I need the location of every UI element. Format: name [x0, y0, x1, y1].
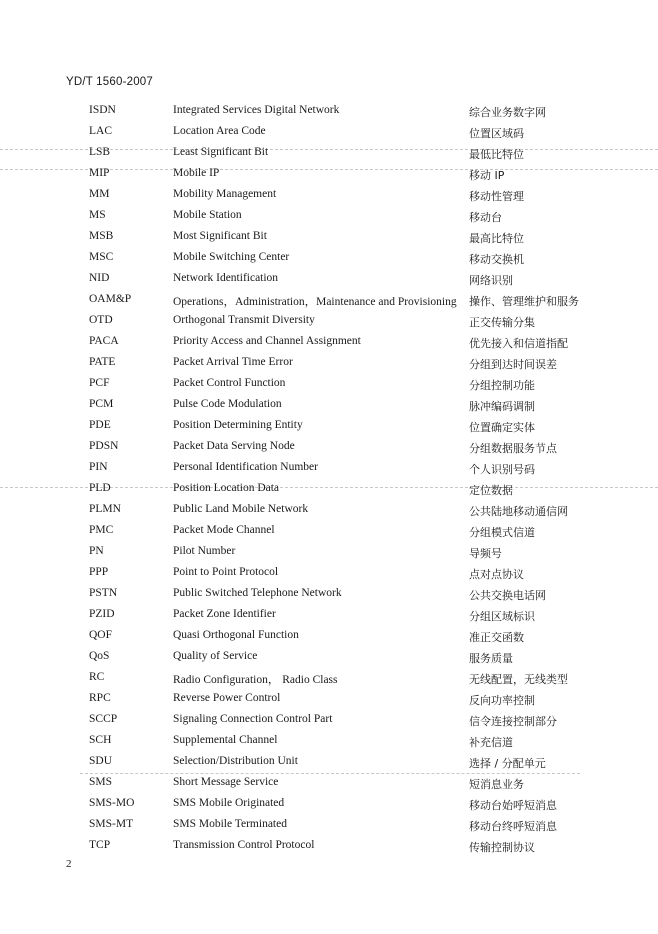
chinese-term: 最高比特位	[469, 232, 524, 245]
chinese-term: 无线配置，无线类型	[469, 673, 568, 686]
chinese-term: 短消息业务	[469, 778, 524, 791]
english-term: Most Significant Bit	[173, 230, 267, 242]
chinese-term: 网络识别	[469, 274, 513, 287]
chinese-term: 移动台始呼短消息	[469, 799, 557, 812]
table-row	[0, 731, 658, 752]
english-term: Quality of Service	[173, 650, 258, 662]
chinese-term: 服务质量	[469, 652, 513, 665]
abbreviation: QoS	[89, 650, 110, 662]
abbreviation: PCF	[89, 377, 110, 389]
table-row	[0, 563, 658, 584]
english-term: Personal Identification Number	[173, 461, 318, 473]
abbreviation: OTD	[89, 314, 113, 326]
table-row	[0, 227, 658, 248]
chinese-term: 移动交换机	[469, 253, 524, 266]
abbreviation: PSTN	[89, 587, 118, 599]
abbreviation: LSB	[89, 146, 111, 158]
chinese-term: 综合业务数字网	[469, 106, 546, 119]
english-term: Supplemental Channel	[173, 734, 278, 746]
chinese-term: 个人识别号码	[469, 463, 535, 476]
table-row	[0, 668, 658, 689]
chinese-term: 分组模式信道	[469, 526, 535, 539]
chinese-term: 导频号	[469, 547, 502, 560]
english-term: Orthogonal Transmit Diversity	[173, 314, 315, 326]
abbreviation: SMS	[89, 776, 113, 788]
chinese-term: 公共陆地移动通信网	[469, 505, 568, 518]
english-term: Mobile Switching Center	[173, 251, 290, 263]
english-term: Mobility Management	[173, 188, 277, 200]
abbreviation: NID	[89, 272, 110, 284]
abbreviation: PIN	[89, 461, 108, 473]
english-term: Transmission Control Protocol	[173, 839, 315, 851]
abbreviation: SCCP	[89, 713, 118, 725]
english-term: Position Location Data	[173, 482, 280, 494]
abbreviation: PDE	[89, 419, 111, 431]
abbreviation: PLMN	[89, 503, 121, 515]
english-term: Reverse Power Control	[173, 692, 281, 704]
table-row	[0, 605, 658, 626]
table-row	[0, 395, 658, 416]
table-row	[0, 458, 658, 479]
chinese-term: 脉冲编码调制	[469, 400, 535, 413]
abbreviation: PATE	[89, 356, 116, 368]
table-row	[0, 269, 658, 290]
english-term: Least Significant Bit	[173, 146, 269, 158]
english-term: Packet Zone Identifier	[173, 608, 276, 620]
chinese-term: 优先接入和信道指配	[469, 337, 568, 350]
table-row	[0, 122, 658, 143]
english-term: Mobile Station	[173, 209, 242, 221]
table-row	[0, 374, 658, 395]
table-row	[0, 647, 658, 668]
english-term: SMS Mobile Originated	[173, 797, 285, 809]
chinese-term: 分组数据服务节点	[469, 442, 557, 455]
abbreviation: OAM&P	[89, 293, 132, 305]
english-term: Packet Control Function	[173, 377, 286, 389]
table-row	[0, 353, 658, 374]
abbreviation: SDU	[89, 755, 113, 767]
table-row	[0, 479, 658, 500]
document-id: YD/T 1560-2007	[66, 76, 153, 88]
abbreviation: PCM	[89, 398, 114, 410]
table-row	[0, 416, 658, 437]
english-term: Public Switched Telephone Network	[173, 587, 342, 599]
table-row	[0, 542, 658, 563]
abbreviation: PPP	[89, 566, 109, 578]
english-term: Quasi Orthogonal Function	[173, 629, 299, 641]
table-row	[0, 815, 658, 836]
table-row	[0, 248, 658, 269]
chinese-term: 最低比特位	[469, 148, 524, 161]
english-term: Selection/Distribution Unit	[173, 755, 298, 767]
abbreviation-table	[0, 101, 658, 857]
english-term: Signaling Connection Control Part	[173, 713, 333, 725]
chinese-term: 操作、管理维护和服务	[469, 295, 579, 308]
chinese-term: 位置确定实体	[469, 421, 535, 434]
english-term: Public Land Mobile Network	[173, 503, 309, 515]
chinese-term: 选择 / 分配单元	[469, 757, 546, 770]
table-row	[0, 164, 658, 185]
chinese-term: 点对点协议	[469, 568, 524, 581]
english-term: Pilot Number	[173, 545, 236, 557]
english-term: SMS Mobile Terminated	[173, 818, 287, 830]
chinese-term: 反向功率控制	[469, 694, 535, 707]
abbreviation: TCP	[89, 839, 111, 851]
chinese-term: 定位数据	[469, 484, 513, 497]
english-term: Location Area Code	[173, 125, 266, 137]
abbreviation: MSC	[89, 251, 114, 263]
abbreviation: ISDN	[89, 104, 116, 116]
english-term: Packet Mode Channel	[173, 524, 275, 536]
abbreviation: MS	[89, 209, 106, 221]
table-row	[0, 332, 658, 353]
abbreviation: PDSN	[89, 440, 119, 452]
table-row	[0, 143, 658, 164]
chinese-term: 传输控制协议	[469, 841, 535, 854]
chinese-term: 分组控制功能	[469, 379, 535, 392]
table-row	[0, 500, 658, 521]
english-term: Priority Access and Channel Assignment	[173, 335, 361, 347]
chinese-term: 分组区域标识	[469, 610, 535, 623]
chinese-term: 信令连接控制部分	[469, 715, 557, 728]
english-term: Short Message Service	[173, 776, 279, 788]
table-row	[0, 584, 658, 605]
table-row	[0, 101, 658, 122]
abbreviation: PMC	[89, 524, 114, 536]
abbreviation: LAC	[89, 125, 112, 137]
table-row	[0, 710, 658, 731]
chinese-term: 正交传输分集	[469, 316, 535, 329]
chinese-term: 移动台	[469, 211, 502, 224]
english-term: Operations，Administration，Maintenance and Provisioning	[173, 296, 457, 308]
chinese-term: 移动台终呼短消息	[469, 820, 557, 833]
english-term: Mobile IP	[173, 167, 220, 179]
english-term: Point to Point Protocol	[173, 566, 279, 578]
table-row	[0, 836, 658, 857]
page-number: 2	[66, 858, 72, 870]
chinese-term: 位置区域码	[469, 127, 524, 140]
abbreviation: QOF	[89, 629, 113, 641]
abbreviation: PZID	[89, 608, 115, 620]
abbreviation: PACA	[89, 335, 119, 347]
table-row	[0, 794, 658, 815]
table-row	[0, 689, 658, 710]
abbreviation: SCH	[89, 734, 112, 746]
table-row	[0, 437, 658, 458]
chinese-term: 准正交函数	[469, 631, 524, 644]
table-row	[0, 290, 658, 311]
abbreviation: MIP	[89, 167, 110, 179]
abbreviation: RC	[89, 671, 105, 683]
chinese-term: 补充信道	[469, 736, 513, 749]
abbreviation: PN	[89, 545, 104, 557]
table-row	[0, 752, 658, 773]
table-row	[0, 773, 658, 794]
english-term: Packet Arrival Time Error	[173, 356, 293, 368]
abbreviation: MM	[89, 188, 110, 200]
chinese-term: 移动 IP	[469, 169, 505, 182]
english-term: Radio Configuration， Radio Class	[173, 674, 338, 686]
abbreviation: SMS-MO	[89, 797, 135, 809]
english-term: Position Determining Entity	[173, 419, 303, 431]
abbreviation: MSB	[89, 230, 114, 242]
abbreviation: PLD	[89, 482, 111, 494]
abbreviation: SMS-MT	[89, 818, 134, 830]
chinese-term: 公共交换电话网	[469, 589, 546, 602]
table-row	[0, 626, 658, 647]
english-term: Network Identification	[173, 272, 279, 284]
table-row	[0, 311, 658, 332]
english-term: Pulse Code Modulation	[173, 398, 282, 410]
english-term: Integrated Services Digital Network	[173, 104, 340, 116]
chinese-term: 分组到达时间误差	[469, 358, 557, 371]
english-term: Packet Data Serving Node	[173, 440, 295, 452]
abbreviation: RPC	[89, 692, 111, 704]
chinese-term: 移动性管理	[469, 190, 524, 203]
table-row	[0, 185, 658, 206]
table-row	[0, 206, 658, 227]
table-row	[0, 521, 658, 542]
